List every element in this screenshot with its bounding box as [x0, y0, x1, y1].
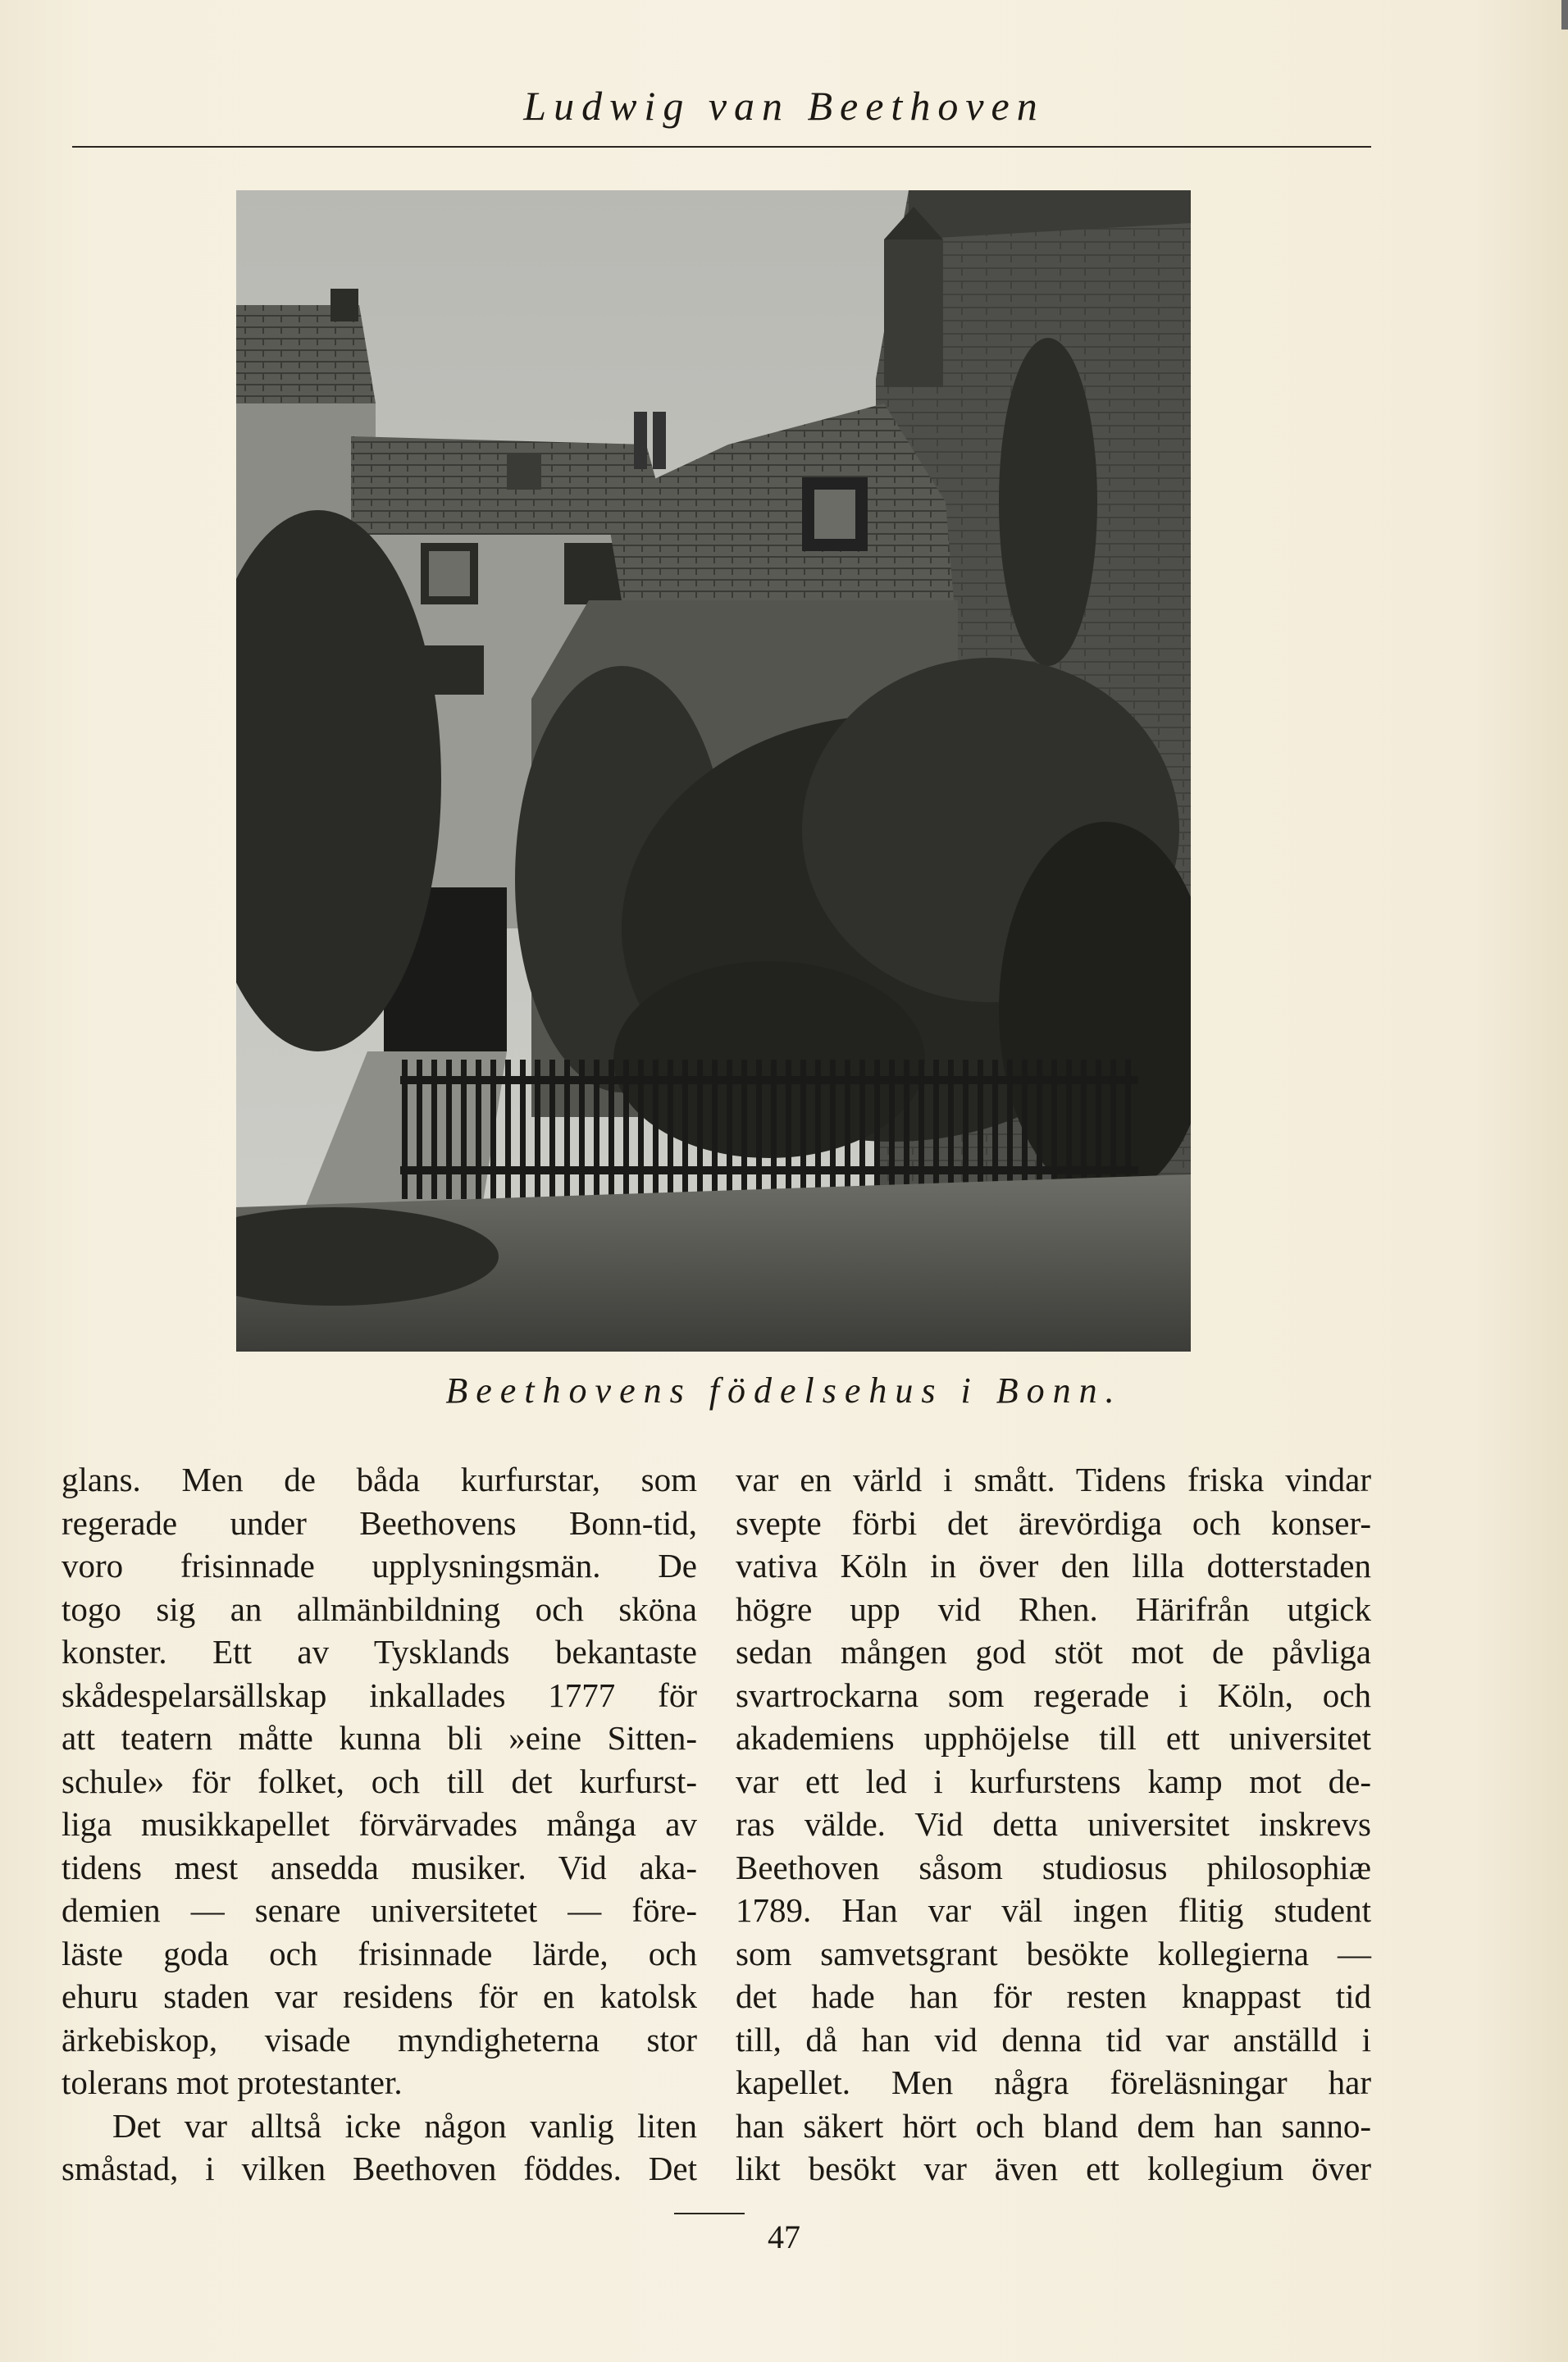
- text-line: regerade under Beethovens Bonn-tid,: [62, 1503, 697, 1542]
- text-line: kapellet. Men några föreläsningar har: [736, 2063, 1371, 2101]
- text-line: skådespelarsällskap inkallades 1777 för: [62, 1676, 697, 1714]
- text-line: Det var alltså icke någon vanlig liten: [112, 2106, 697, 2145]
- header-rule: [72, 146, 1371, 148]
- text-line: akademiens upphöjelse till ett universitet: [736, 1719, 1371, 1757]
- text-column-right: [736, 1458, 1371, 2191]
- scan-edge-mark: [1561, 0, 1568, 30]
- text-line: till, då han vid denna tid var anställd i: [736, 2020, 1371, 2059]
- text-line: ras välde. Vid detta universitet inskrevs: [736, 1805, 1371, 1843]
- text-line: ärkebiskop, visade myndigheterna stor: [62, 2020, 697, 2059]
- text-line: tolerans mot protestanter.: [62, 2063, 403, 2101]
- text-line: svepte förbi det ärevördiga och konser-: [736, 1503, 1371, 1542]
- running-title: Ludwig van Beethoven: [523, 83, 1045, 129]
- text-line: demien — senare universitetet — före-: [62, 1891, 697, 1929]
- text-line: sedan mången god stöt mot de påvliga: [736, 1633, 1371, 1671]
- text-line: voro frisinnade upplysningsmän. De: [62, 1547, 697, 1585]
- text-line: likt besökt var även ett kollegium över: [736, 2150, 1371, 2187]
- text-line: glans. Men de båda kurfurstar, som: [62, 1461, 697, 1498]
- text-line: läste goda och frisinnade lärde, och: [62, 1934, 697, 1972]
- birth-house-photograph: [236, 190, 1191, 1352]
- text-line: svartrockarna som regerade i Köln, och: [736, 1676, 1371, 1714]
- page-number: 47: [768, 2218, 800, 2255]
- text-line: vativa Köln in över den lilla dotterstaden: [736, 1547, 1371, 1585]
- text-line: det hade han för resten knappast tid: [736, 1977, 1371, 2015]
- text-line: Beethoven såsom studiosus philosophiæ: [736, 1848, 1371, 1886]
- text-column-left: [62, 1458, 697, 2191]
- text-line: liga musikkapellet förvärvades många av: [62, 1805, 697, 1843]
- text-line: var en värld i smått. Tidens friska vindar: [736, 1461, 1371, 1498]
- text-line: konster. Ett av Tysklands bekantaste: [62, 1633, 697, 1671]
- text-line: att teatern måtte kunna bli »eine Sitten-: [62, 1719, 697, 1757]
- text-line: som samvetsgrant besökte kollegierna —: [736, 1934, 1371, 1972]
- text-line: tidens mest ansedda musiker. Vid aka-: [62, 1848, 697, 1886]
- text-line: 1789. Han var väl ingen flitig student: [736, 1891, 1371, 1929]
- text-line: småstad, i vilken Beethoven föddes. Det: [62, 2150, 697, 2187]
- text-line: togo sig an allmänbildning och sköna: [62, 1589, 697, 1628]
- folio-rule: [674, 2213, 745, 2214]
- photograph-drawing: [236, 190, 1191, 1352]
- text-line: schule» för folket, och till det kurfurst-: [62, 1762, 697, 1800]
- text-line: ehuru staden var residens för en katolsk: [62, 1977, 697, 2015]
- text-line: var ett led i kurfurstens kamp mot de-: [736, 1762, 1371, 1800]
- text-line: han säkert hört och bland dem han sanno-: [736, 2106, 1371, 2145]
- figure-caption: Beethovens födelsehus i Bonn.: [445, 1370, 1123, 1411]
- text-line: högre upp vid Rhen. Härifrån utgick: [736, 1589, 1371, 1628]
